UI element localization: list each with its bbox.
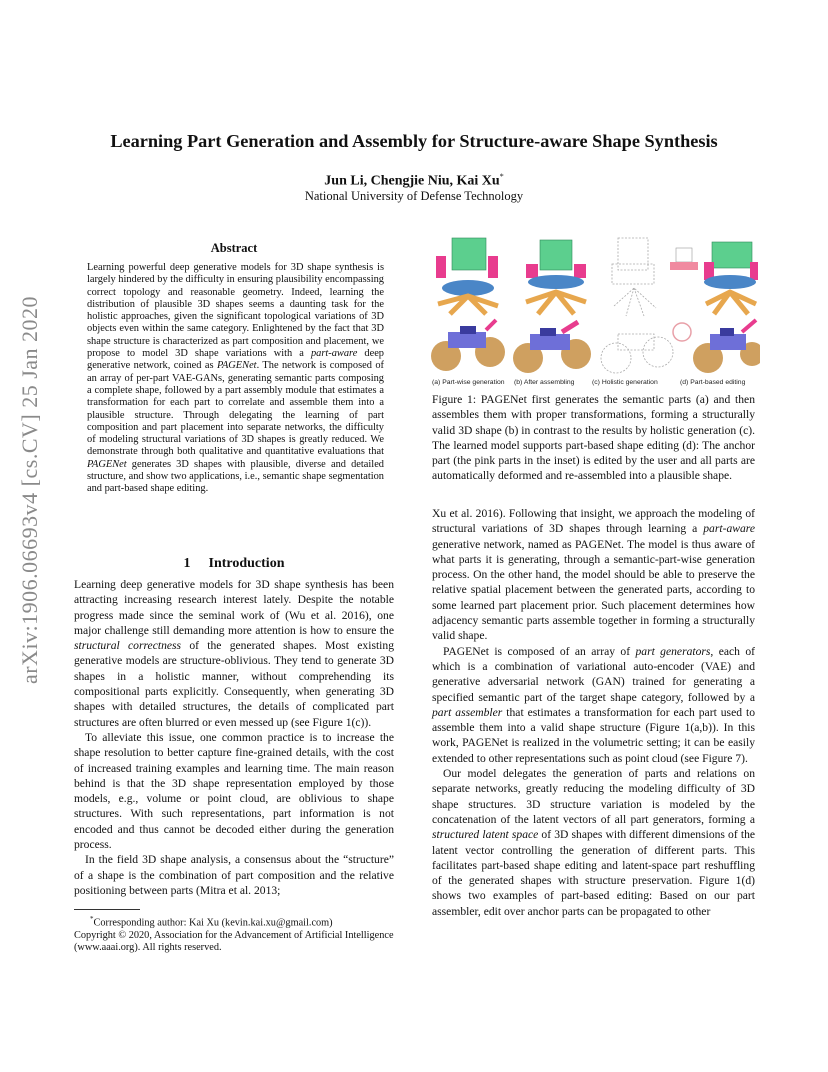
chair-arm-left — [526, 264, 538, 278]
chair-legs — [526, 292, 586, 314]
abstract-text: Learning powerful deep generative models for 3D shape synthesis is largely hindered by the difficulty in ensuring plausibility encompassing correct topology and reasonable geometry. Indeed, learning the distribution of plausible 3D shapes seems a daunting task for the holistic approaches, given the significant topological variations of 3D objects even within the same category. Enlightened by the fact that 3D shape structure is characterized as part composition and placement, we propose to model 3D shape variations with a part-aware deep generative network, coined as PAGENet. The network is composed of an array of per-part VAE-GANs, generating semantic parts composing a complete shape, followed by a part assembly module that estimates a transformation for each part to correlate and assemble them into a plausible structure. Through delegating the learning of part composition and part placement into separate networks, the difficulty of modeling structural variations of 3D shapes is greatly reduced. We demonstrate through both qualitative and quantitative evaluations that PAGENet generates 3D shapes with plausible, diverse and detailed structure, and show two applications, i.e., semantic shape segmentation and part-based shape editing. — [87, 262, 384, 495]
chair-arm-left — [436, 256, 446, 278]
bike-seat — [460, 326, 476, 334]
chair-arm-right — [488, 256, 498, 278]
bike-fork — [486, 320, 496, 330]
right-column — [432, 506, 755, 919]
figure-1-panel-labels — [432, 379, 762, 391]
bike-seat — [720, 328, 734, 336]
bike-body — [530, 334, 570, 350]
motorbike-part-wise — [431, 320, 505, 371]
chair-back — [540, 240, 572, 270]
motorbike-edited — [673, 320, 760, 373]
paper-title: Learning Part Generation and Assembly for Structure-aware Shape Synthesis — [110, 131, 718, 151]
chair-part-wise — [436, 238, 498, 314]
chair-back — [712, 242, 752, 268]
bike-seat — [540, 328, 556, 336]
chair-back — [452, 238, 486, 270]
figure-1-illustration — [430, 234, 760, 389]
authors: Jun Li, Chengjie Niu, Kai Xu* — [324, 172, 504, 189]
col2-paragraph-2: PAGENet is composed of an array of part generators, each of which is a combination of variational auto-encoder (VAE) and generative adversarial network (GAN) trained for generating a specified semantic part of the target shape category, followed by a part assembler that estimates a transformation for each part used to assemble them into a valid shape structure (Figure 1(a,b)). In this work, PAGENet is realized in the volumetric setting; it can be easily extended to other representations such as point cloud (see Figure 7). — [432, 644, 755, 765]
footnote-rule — [74, 909, 140, 910]
chair-arm-right — [574, 264, 586, 278]
footnote: *Corresponding author: Kai Xu (kevin.kai.xu@gmail.com) Copyright © 2020, Association for the Advancement of Artificial Intelligence (www.aaai.org). All rights reserved. — [74, 915, 394, 954]
chair-assembled — [526, 240, 586, 314]
bike-body — [710, 334, 746, 350]
abstract-heading: Abstract — [210, 241, 258, 255]
intro-paragraph-1: Learning deep generative models for 3D shape synthesis has been attracting increasing research interest lately. Despite the notable progress made since the seminal work of (Wu et al. 2016), one major challenge still demanding more attention is how to ensure the structural correctness of the generated shapes. Most existing generative models are structure-oblivious. They tend to generate 3D shapes in a holistic manner, without comprehending its compositional parts explicitly. Consequently, when generating 3D shapes with detailed structures, the details of complicated part structures are often blurred or even messed up (see Figure 1(c)). — [74, 578, 394, 729]
arxiv-stamp: arXiv:1906.06693v4 [cs.CV] 25 Jan 2020 — [17, 295, 42, 685]
panel-label-b: (b) After assembling — [514, 379, 575, 386]
col2-paragraph-3: Our model delegates the generation of parts and relations on separate networks, greatly reducing the modeling difficulty of 3D shape structures. 3D structure variation is modeled by the concatenation of the latent vectors of all part generators, forming a structured latent space of 3D shapes with different dimensions of the latent vector controlling the generation of different parts. This facilitates part-based shape editing and latent-space part reshuffling of the generated shapes with structure preservation. Figure 1(d) shows two examples of part-based editing: Based on our part assembler, edit over anchor parts can be propagated to other — [432, 767, 756, 918]
bike-fork — [562, 322, 578, 332]
chair-edited — [670, 242, 758, 314]
inset-anchor — [670, 262, 698, 270]
section-heading-introduction: 1 Introduction — [183, 556, 285, 571]
chair-seat — [704, 275, 756, 289]
chair-arm-right — [750, 262, 758, 280]
chair-legs — [706, 292, 756, 314]
chair-legs — [438, 296, 498, 314]
motorbike-assembled — [513, 322, 591, 373]
inset-chair — [676, 248, 692, 262]
intro-paragraph-3: In the field 3D shape analysis, a consensus about the “structure” of a shape is the combination of part composition and the relative positioning between parts (Mitra et al. 2013; — [74, 853, 394, 897]
panel-label-c: (c) Holistic generation — [592, 379, 658, 386]
bike-fork — [742, 320, 756, 332]
author-mark: * — [499, 172, 504, 181]
chair-seat — [528, 275, 584, 289]
chair-holistic — [612, 238, 656, 316]
bike-body — [448, 332, 486, 348]
inset-wheel — [673, 323, 691, 341]
intro-paragraph-2: To alleviate this issue, one common practice is to increase the shape resolution to better capture fine-grained details, with the cost of increased training examples and learning time. The main reason behind is that the 3D shape representation employed by those models, e.g., volume or point cloud, are oblivious to shape structures. With such representations, part information is not encoded and thus cannot be decoded either during the generation process. — [74, 730, 394, 852]
affiliation: National University of Defense Technology — [304, 189, 524, 203]
col2-paragraph-1: Xu et al. 2016). Following that insight, we approach the modeling of structural variations of 3D shapes through learning a part-aware generative network, named as PAGENet. The model is thus aware of what parts it is generating, through a semantic-part-wise generation process. On the other hand, the model should be able to preserve the relative spatial placement between the generated parts, according to some learned part placement prior. Such placement determines how adjacency semantic parts assemble together in forming a structurally valid shape. — [432, 507, 755, 643]
panel-label-d: (d) Part-based editing — [680, 379, 746, 386]
panel-label-a: (a) Part-wise generation — [432, 379, 505, 386]
figure-1-caption: Figure 1: PAGENet first generates the semantic parts (a) and then assembles them with proper transformations, forming a structurally valid 3D shape (b) in contrast to the results by holistic generation (c). The learned model supports part-based shape editing (d): The anchor part (the pink parts in the inset) is edited by the user and all parts are automatically deformed and re-assembled into a plausible shape. — [432, 393, 755, 483]
motorbike-holistic — [601, 334, 673, 373]
intro-column — [74, 577, 394, 898]
